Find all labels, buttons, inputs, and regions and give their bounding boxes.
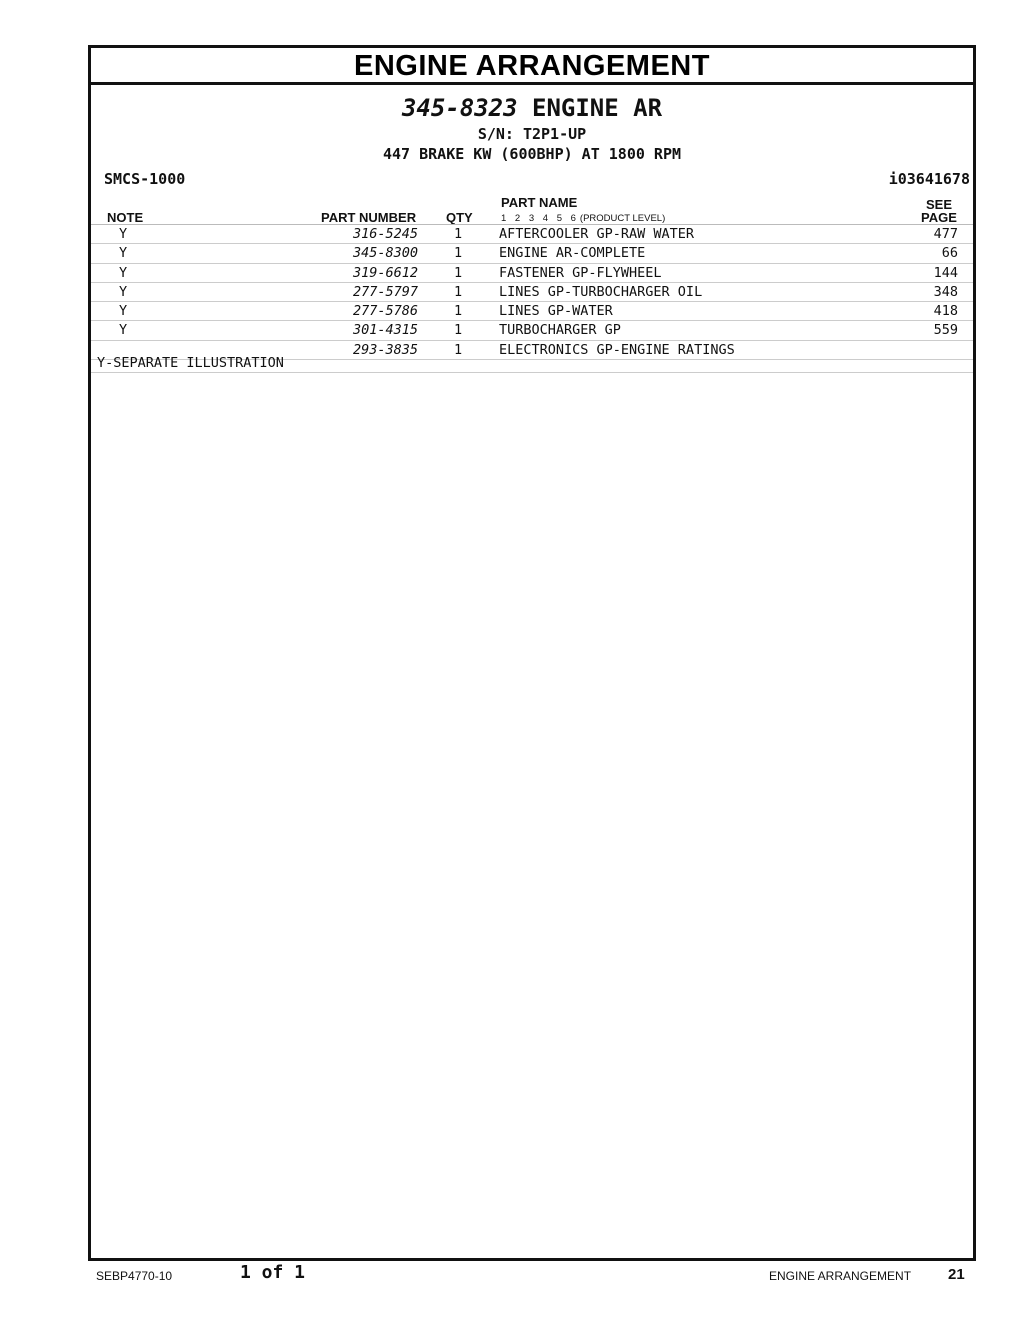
- page-of: 1 of 1: [240, 1262, 306, 1283]
- group-header: [91, 94, 973, 164]
- note-cell: Y: [119, 303, 128, 320]
- col-qty-header: QTY: [446, 210, 473, 225]
- illustration-ref: i03641678: [888, 170, 970, 188]
- engine-rating: 447 BRAKE KW (600BHP) AT 1800 RPM: [382, 145, 681, 163]
- part-name-cell: ENGINE AR-COMPLETE: [499, 245, 646, 262]
- qty-cell: 1: [454, 245, 463, 262]
- table-row: [91, 283, 973, 302]
- document-id: SEBP4770-10: [96, 1269, 173, 1283]
- note-cell: Y: [119, 322, 128, 339]
- table-row: [91, 321, 973, 340]
- footnote-divider: [91, 372, 973, 373]
- see-page-link[interactable]: 348: [933, 283, 958, 300]
- part-name-cell: TURBOCHARGER GP: [499, 322, 621, 339]
- table-row: [91, 302, 973, 321]
- parts-page-frame: [88, 45, 976, 1261]
- col-see-header: SEE: [926, 197, 953, 212]
- note-cell: Y: [119, 264, 128, 281]
- part-number-link[interactable]: 277-5797: [352, 283, 418, 300]
- product-level-label: (PRODUCT LEVEL): [579, 213, 666, 224]
- part-name-cell: ELECTRONICS GP-ENGINE RATINGS: [499, 341, 735, 358]
- qty-cell: 1: [454, 303, 463, 320]
- see-page-link[interactable]: 477: [933, 226, 958, 242]
- footer-section: ENGINE ARRANGEMENT: [769, 1269, 912, 1283]
- qty-cell: 1: [454, 226, 463, 242]
- parts-table: [91, 225, 973, 360]
- part-name-cell: AFTERCOOLER GP-RAW WATER: [499, 226, 695, 242]
- part-number-link[interactable]: 316-5245: [352, 226, 418, 242]
- group-part-number[interactable]: 345-8323: [401, 94, 518, 122]
- qty-cell: 1: [454, 283, 463, 300]
- product-levels: [501, 213, 665, 224]
- section-title: ENGINE ARRANGEMENT: [91, 48, 973, 85]
- level-numbers: 1 2 3 4 5 6: [501, 213, 576, 224]
- see-page-link[interactable]: 559: [933, 322, 958, 339]
- part-name-cell: LINES GP-WATER: [499, 303, 613, 320]
- col-part-name-header: PART NAME: [501, 195, 578, 210]
- note-cell: Y: [119, 226, 128, 242]
- col-page-header: PAGE: [921, 210, 957, 225]
- col-note-header: NOTE: [107, 210, 144, 225]
- see-page-link[interactable]: 66: [941, 245, 958, 262]
- part-number-link[interactable]: 293-3835: [352, 341, 418, 358]
- col-part-number-header: PART NUMBER: [321, 210, 417, 225]
- part-name-cell: FASTENER GP-FLYWHEEL: [499, 264, 662, 281]
- footnote: Y-SEPARATE ILLUSTRATION: [97, 355, 284, 371]
- table-row: [91, 225, 973, 244]
- see-page-link[interactable]: 418: [933, 303, 958, 320]
- see-page-link[interactable]: 144: [933, 264, 958, 281]
- note-cell: Y: [119, 245, 128, 262]
- note-cell: Y: [119, 283, 128, 300]
- group-name: ENGINE AR: [532, 94, 663, 122]
- qty-cell: 1: [454, 322, 463, 339]
- page-number: 21: [948, 1266, 965, 1283]
- part-number-link[interactable]: 319-6612: [352, 264, 418, 281]
- qty-cell: 1: [454, 264, 463, 281]
- part-number-link[interactable]: 277-5786: [352, 303, 418, 320]
- part-name-cell: LINES GP-TURBOCHARGER OIL: [499, 283, 703, 300]
- serial-range: S/N: T2P1-UP: [477, 125, 587, 143]
- qty-cell: 1: [454, 341, 463, 358]
- table-row: [91, 264, 973, 283]
- part-number-link[interactable]: 345-8300: [352, 245, 418, 262]
- part-number-link[interactable]: 301-4315: [352, 322, 418, 339]
- smcs-code: SMCS-1000: [104, 170, 186, 188]
- table-row: [91, 244, 973, 263]
- group-title: [91, 94, 973, 122]
